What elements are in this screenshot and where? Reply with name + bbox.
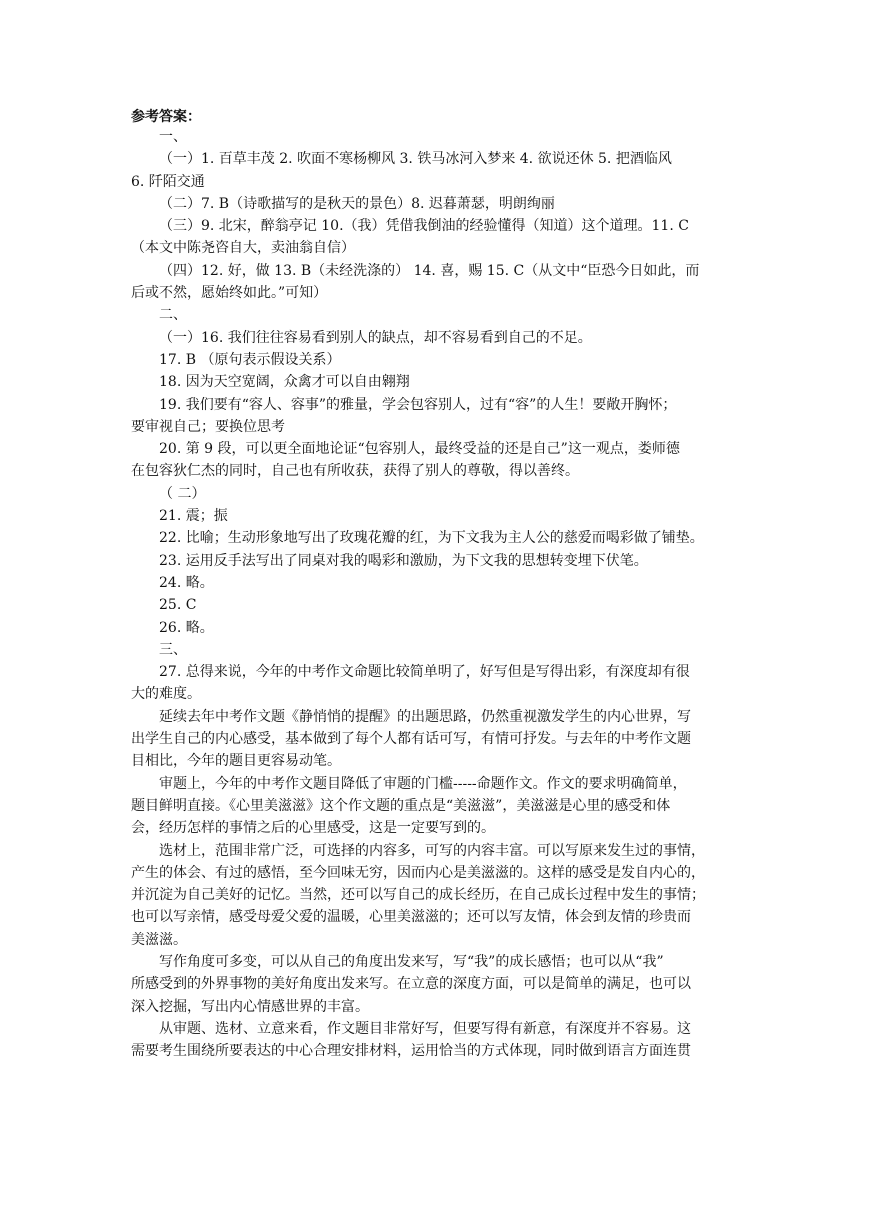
text-line: 并沉淀为自己美好的记忆。当然，还可以写自己的成长经历，在自己成长过程中发生的事情； [131, 887, 705, 904]
text-line: 25. C [159, 597, 197, 614]
text-line: 24. 略。 [159, 574, 214, 591]
text-line: 题目鲜明直接。《心里美滋滋》这个作文题的重点是“美滋滋”，美滋滋是心里的感受和体 [131, 797, 671, 814]
text-line: 后或不然，愿始终如此。”可知） [131, 285, 328, 302]
text-line: 一、 [159, 129, 187, 145]
text-line: 三、 [159, 641, 187, 658]
text-line: 需要考生围绕所要表达的中心合理安排材料，运用恰当的方式体现，同时做到语言方面连贯 [131, 1043, 691, 1060]
text-line: 17. B （原句表示假设关系） [159, 351, 341, 368]
text-line: （一）16. 我们往往容易看到别人的缺点，却不容易看到自己的不足。 [159, 329, 592, 346]
text-line: 27. 总得来说，今年的中考作文命题比较简单明了，好写但是写得出彩，有深度却有很 [159, 664, 690, 681]
text-line: 大的难度。 [131, 686, 201, 703]
text-line: 出学生自己的内心感受，基本做到了每个人都有话可写，有情可抒发。与去年的中考作文题 [131, 731, 691, 748]
text-line: 要审视自己；要换位思考 [131, 418, 285, 435]
text-line: 目相比，今年的题目更容易动笔。 [131, 753, 341, 770]
text-line: 二、 [159, 307, 187, 324]
text-line: 在包容狄仁杰的同时，自己也有所收获，获得了别人的尊敬，得以善终。 [131, 463, 579, 480]
text-line: （ 二） [159, 485, 206, 502]
text-line: （三）9. 北宋，醉翁亭记 10.（我）凭借我倒油的经验懂得（知道）这个道理。11. C [159, 218, 689, 235]
text-line: 从审题、选材、立意来看，作文题目非常好写，但要写得有新意，有深度并不容易。这 [159, 1020, 691, 1037]
text-line: 6. 阡陌交通 [131, 173, 205, 190]
text-line: 审题上，今年的中考作文题目降低了审题的门槛-----命题作文。作文的要求明确简单， [159, 775, 687, 792]
text-line: 21. 震；振 [159, 508, 228, 525]
text-line: 22. 比喻；生动形象地写出了玫瑰花瓣的红，为下文我为主人公的慈爱而喝彩做了铺垫。 [159, 530, 704, 547]
text-line: 美滋滋。 [131, 931, 187, 948]
answer-heading: 参考答案： [131, 109, 201, 125]
text-line: 深入挖掘，写出内心情感世界的丰富。 [131, 998, 369, 1015]
text-line: （本文中陈尧咨自大，卖油翁自信） [131, 240, 355, 257]
text-line: （一）1. 百草丰茂 2. 吹面不寒杨柳风 3. 铁马冰河入梦来 4. 欲说还休 5. 把酒临风 [159, 151, 672, 168]
answer-body [131, 126, 739, 1062]
text-line: 会，经历怎样的事情之后的心里感受，这是一定要写到的。 [131, 820, 495, 837]
text-line: 写作角度可多变，可以从自己的角度出发来写，写“我”的成长感悟；也可以从“我” [159, 953, 664, 970]
text-line: 20. 第 9 段，可以更全面地论证“包容别人，最终受益的还是自己”这一观点，娄师德 [159, 441, 680, 458]
text-line: 选材上，范围非常广泛，可选择的内容多，可写的内容丰富。可以写原来发生过的事情， [159, 842, 705, 859]
text-line: 也可以写亲情，感受母爱父爱的温暖，心里美滋滋的；还可以写友情，体会到友情的珍贵而 [131, 909, 691, 926]
text-line: 18. 因为天空宽阔，众禽才可以自由翱翔 [159, 374, 410, 391]
text-line: （四）12. 好，做 13. B（未经洗涤的） 14. 喜，赐 15. C（从文中“臣恐今日如此，而 [159, 262, 700, 279]
text-line: （二）7. B（诗歌描写的是秋天的景色）8. 迟暮萧瑟，明朗绚丽 [159, 195, 555, 212]
text-line: 延续去年中考作文题《静悄悄的提醒》的出题思路，仍然重视激发学生的内心世界，写 [159, 708, 691, 725]
text-line: 26. 略。 [159, 619, 214, 636]
text-line: 19. 我们要有“容人、容事”的雅量，学会包容别人，过有“容”的人生！要敞开胸怀； [159, 396, 677, 413]
text-line: 23. 运用反手法写出了同桌对我的喝彩和激励，为下文我的思想转变埋下伏笔。 [159, 552, 648, 569]
text-line: 所感受到的外界事物的美好角度出发来写。在立意的深度方面，可以是简单的满足，也可以 [131, 976, 691, 993]
text-line: 产生的体会、有过的感悟，至今回味无穷，因而内心是美滋滋的。这样的感受是发自内心的， [131, 864, 705, 881]
